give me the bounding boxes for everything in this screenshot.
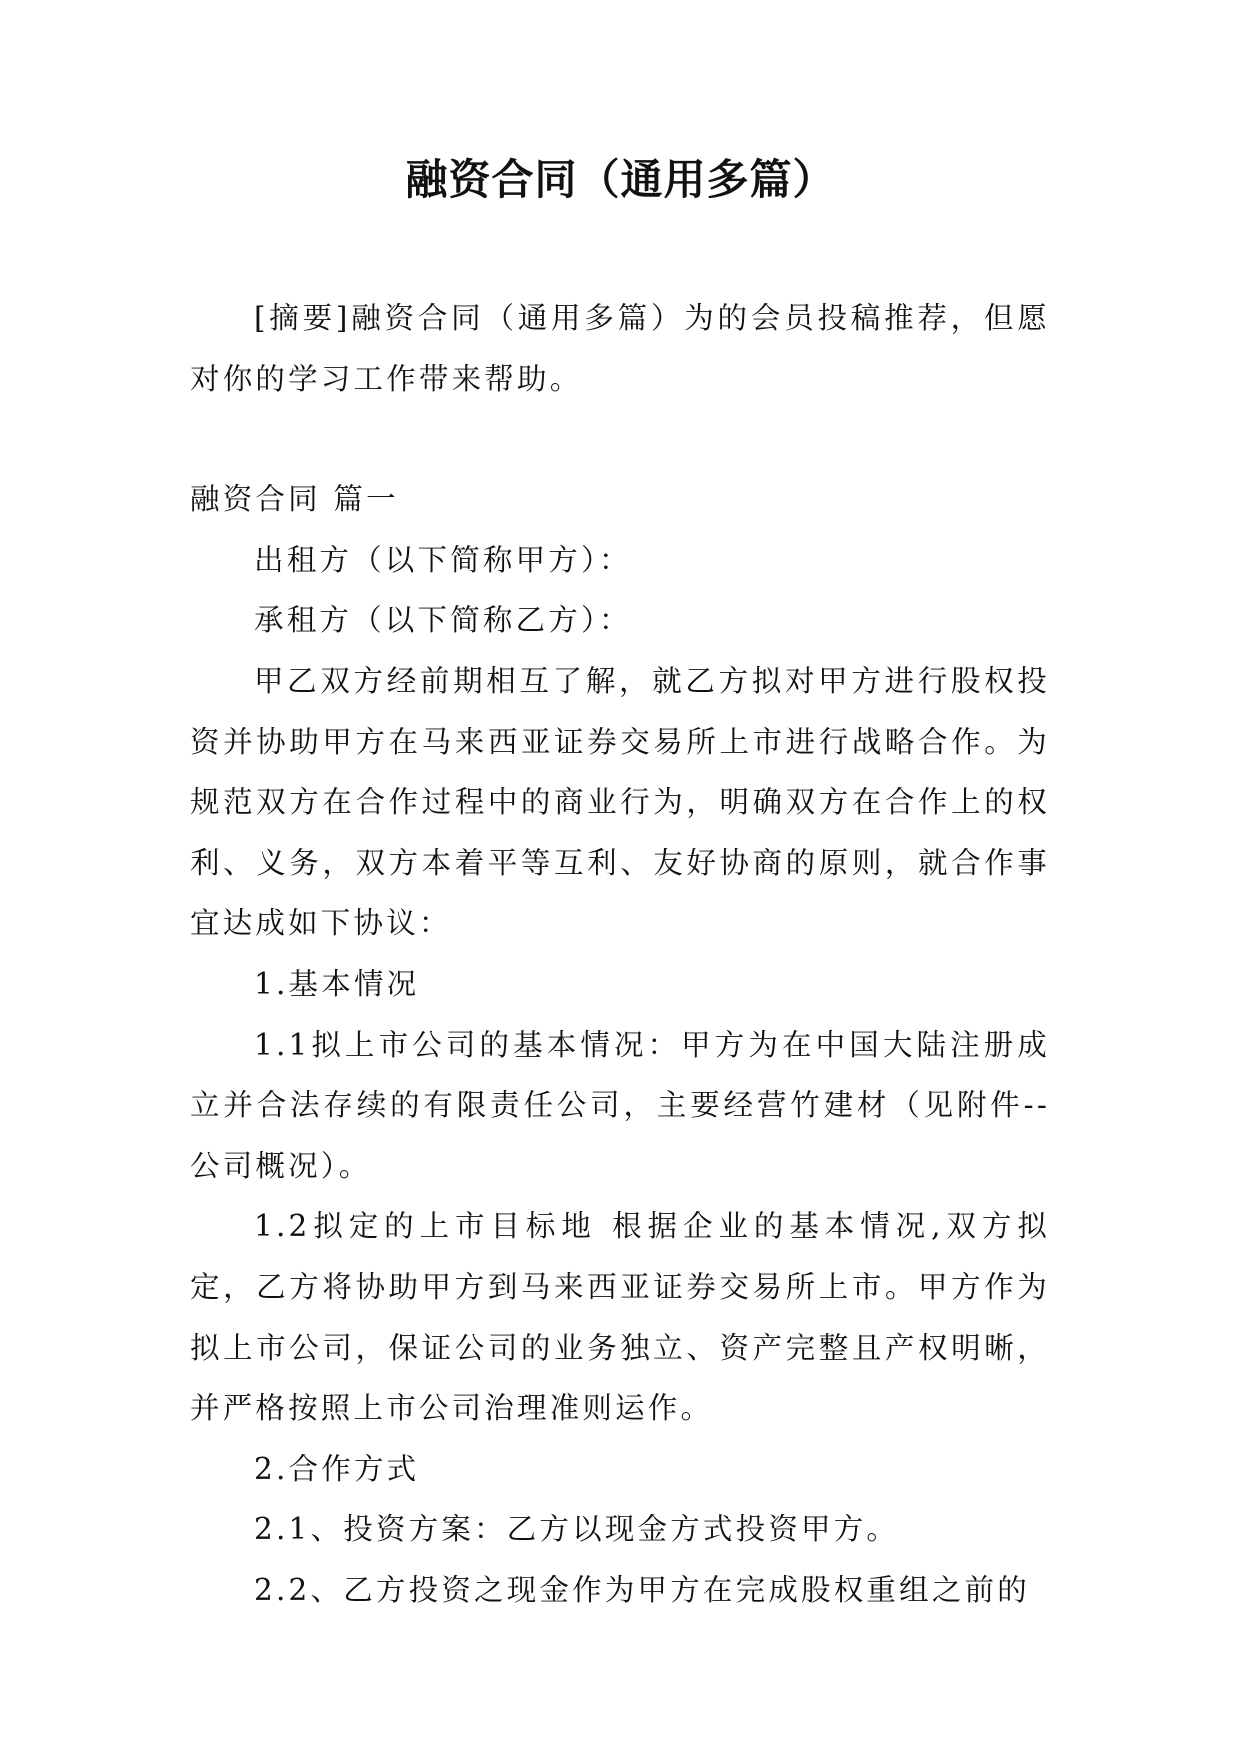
document-body [190, 288, 1050, 1620]
document-title: 融资合同（通用多篇） [405, 155, 836, 204]
lessor-line: 出租方（以下简称甲方）： [254, 542, 632, 577]
section-heading: 融资合同 篇一 [190, 482, 399, 517]
clause-2-2: 2.2、乙方投资之现金作为甲方在完成股权重组之前的 [254, 1572, 1030, 1607]
clause-1-1: 1.1拟上市公司的基本情况：甲方为在中国大陆注册成立并合法存续的有限责任公司，主要经营竹建材（见附件--公司概况）。 [190, 1027, 1050, 1183]
clause-2-1: 2.1、投资方案：乙方以现金方式投资甲方。 [254, 1512, 900, 1547]
clause-heading-1: 1.基本情况 [254, 966, 420, 1001]
paragraph-spacer [190, 409, 1050, 469]
summary-paragraph: [摘要]融资合同（通用多篇）为的会员投稿推荐，但愿对你的学习工作带来帮助。 [190, 301, 1050, 396]
clause-heading-2: 2.合作方式 [254, 1451, 420, 1486]
clause-1-2: 1.2拟定的上市目标地 根据企业的基本情况,双方拟定，乙方将协助甲方到马来西亚证券交易所上市。甲方作为拟上市公司，保证公司的业务独立、资产完整且产权明晰，并严格按照上市公司治理准则运作。 [190, 1209, 1050, 1426]
preamble-paragraph: 甲乙双方经前期相互了解，就乙方拟对甲方进行股权投资并协助甲方在马来西亚证券交易所上市进行战略合作。为规范双方在合作过程中的商业行为，明确双方在合作上的权利、义务，双方本着平等互利、友好协商的原则，就合作事宜达成如下协议： [190, 663, 1050, 941]
lessee-line: 承租方（以下简称乙方）： [254, 603, 632, 638]
